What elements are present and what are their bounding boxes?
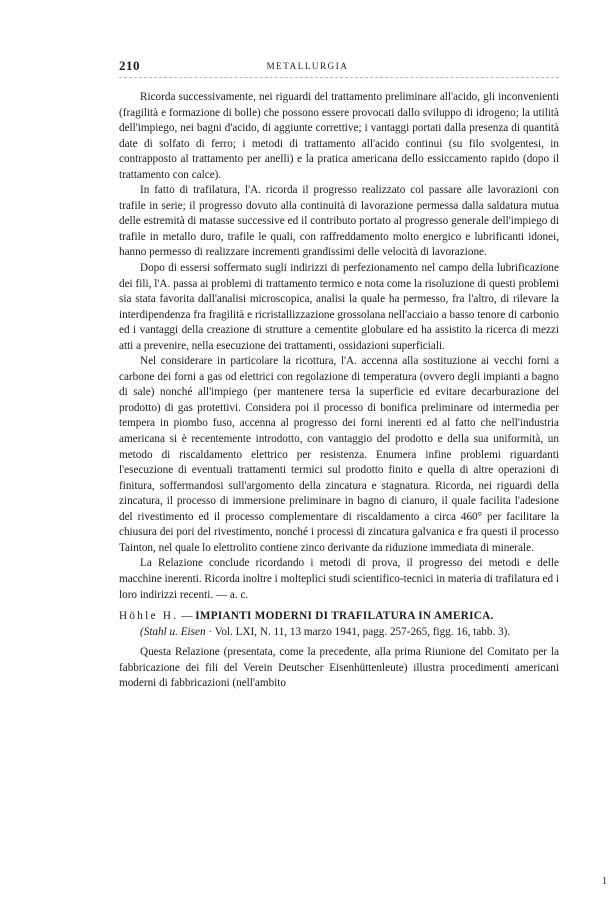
running-head: METALLURGIA xyxy=(266,61,349,71)
paragraph: In fatto di trafilatura, l'A. ricorda il progresso realizzato col passare alle lavorazioni con trafile in serie; il progresso dovuto alla continuità di lavorazione permessa dalla saldatura mutua delle estremità di matasse successive ed il contributo portato al progresso generale dell'impiego di trafile in metallo duro, trafile le quali, con raffreddamento molto energico e lubrificanti idonei, hanno permesso di realizzare incrementi grandissimi delle velocità di lavorazione. xyxy=(119,184,559,259)
paragraph: Dopo di essersi soffermato sugli indirizzi di perfezionamento nel campo della lubrificazione dei fili, l'A. passa ai problemi di trattamento termico e nota come la risoluzione di questi problemi sia stata favorita dall'analisi microscopica, analisi la quale ha permesso, fra l'altro, di rilevare la interdipendenza fra fragilità e ricristallizzazione grossolana nell'acciaio a basso tenore di carbonio ed i vantaggi della creazione di strutture a cementite globulare ed ha assistito la ricerca di mezzi atti a prevenire, nella esecuzione dei trattamenti, ossidazioni superficiali. xyxy=(119,262,559,352)
bibliographic-entry xyxy=(119,609,559,640)
corner-mark: 1 xyxy=(602,876,607,887)
entry-title: IMPIANTI MODERNI DI TRAFILATURA IN AMERICA. xyxy=(195,610,494,623)
paragraph: La Relazione conclude ricordando i metodi di prova, il progresso dei metodi e delle macchine inerenti. Ricorda inoltre i molteplici studi scientifico-tecnici in materia di trafilatura ed i loro indirizzi recenti. — a. c. xyxy=(119,557,559,601)
header-rule xyxy=(119,77,559,78)
entry-citation-details: · Vol. LXI, N. 11, 13 marzo 1941, pagg. 257-265, figg. 16, tabb. 3). xyxy=(205,625,511,638)
entry-author: Höhle H. xyxy=(119,610,179,623)
paragraph: Ricorda successivamente, nei riguardi del trattamento preliminare all'acido, gli inconvenienti (fragilità e formazione di bolle) che possono essere provocati dallo sviluppo di idrogeno; la utilità dell'impiego, nei bagni d'acido, di aggiunte correttive; i vantaggi portati dalla presenza di quantità date di solfato di ferro; i metodi di trattamento all'acido continui (su filo svolgentesi, in contrapposto al trattamento per anelli) e la pratica americana dello essiccamento rapido (dopo il trattamento con calce). xyxy=(119,91,559,181)
page-number: 210 xyxy=(119,58,140,73)
paragraph: Nel considerare in particolare la ricottura, l'A. accenna alla sostituzione ai vecchi forni a carbone dei forni a gas od elettrici con regolazione di temperatura (ovvero degli impianti a bagno di sale) nonché all'impiego (per mantenere tersa la superficie ed evitare decarburazione del prodotto) di gas protettivi. Considera poi il processo di bonifica preliminare od intermedia per tempera in piombo fuso, accenna al progresso dei forni inerenti ed al fatto che nell'industria americana si è recentemente introdotto, con vantaggio del prodotto e della sua uniformità, un metodo di riscaldamento elettrico per resistenza. Enumera infine problemi riguardanti l'esecuzione di eventuali trattamenti termici sul prodotto finito e quella di altre operazioni di finitura, soffermandosi sull'argomento della zincatura e stagnatura. Ricorda, nei riguardi della zincatura, il processo di immersione preliminare in bagno di cianuro, il quale facilita l'adesione del rivestimento ed il processo complementare di riscaldamento a circa 460° per facilitare la chiusura dei pori del rivestimento, nonché i processi di zincatura galvanica e fra questi il processo Tainton, nel quale lo elettrolito contiene zinco derivante da riduzione immediata di minerale. xyxy=(119,355,559,554)
entry-paragraph: Questa Relazione (presentata, come la precedente, alla prima Riunione del Comitato per la fabbricazione dei fili del Verein Deutscher Eisenhüttenleute) illustra procedimenti americani moderni di fabbricazioni (nell'ambito xyxy=(119,646,559,690)
entry-dash: — xyxy=(178,610,196,623)
entry-citation xyxy=(119,625,559,641)
entry-journal: (Stahl u. Eisen xyxy=(140,625,206,638)
body-text xyxy=(119,90,559,692)
